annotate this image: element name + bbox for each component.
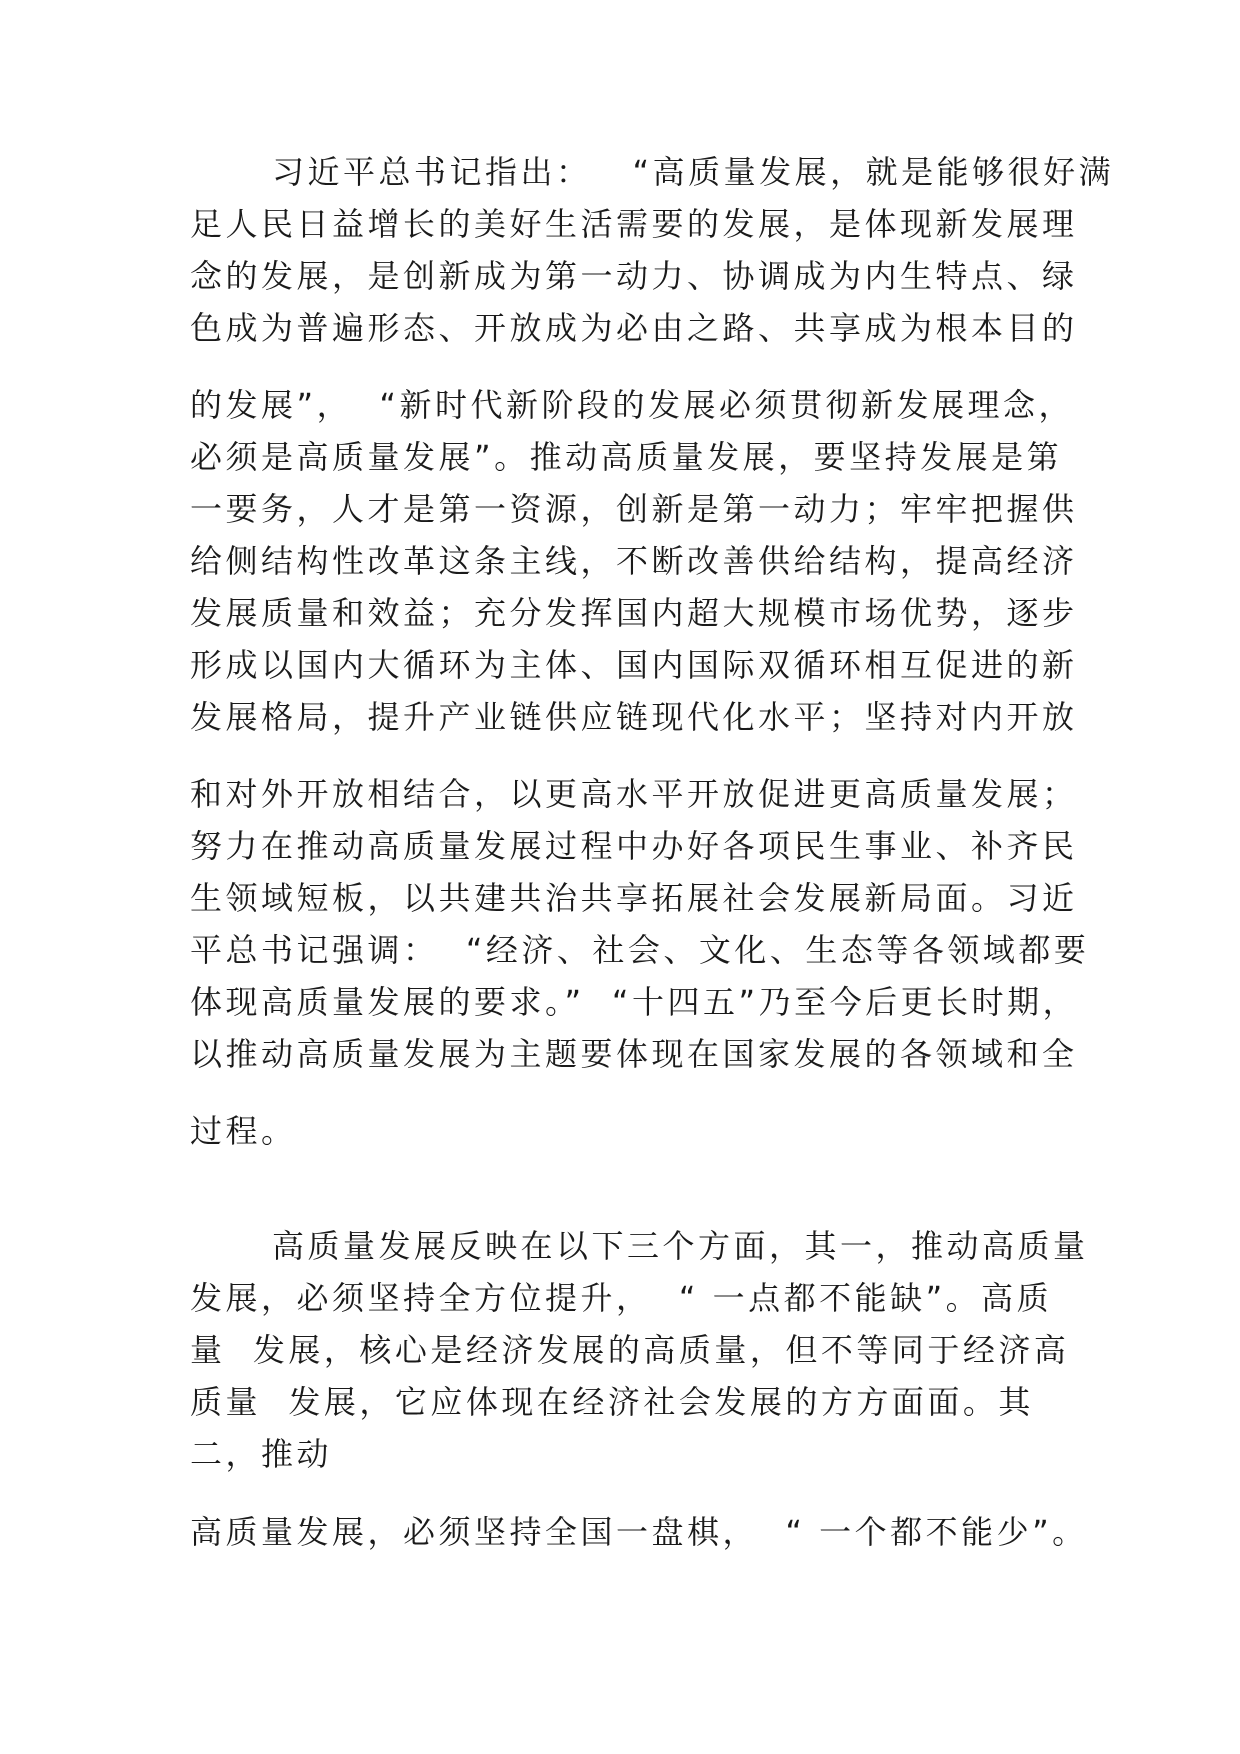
p1-line-10: 形成以国内大循环为主体、国内国际双循环相互促进的新 xyxy=(190,646,1078,684)
p3-line-1: 高质量发展，必须坚持全国一盘棋， “ 一个都不能少”。 xyxy=(190,1513,1088,1551)
p1-line-13: 努力在推动高质量发展过程中办好各项民生事业、补齐民 xyxy=(190,827,1078,865)
p2-line-1: 高质量发展反映在以下三个方面，其一，推动高质量 xyxy=(190,1227,1089,1265)
p2-line-5: 二，推动 xyxy=(190,1435,333,1473)
p1-line-9: 发展质量和效益；充分发挥国内超大规模市场优势，逐步 xyxy=(190,594,1078,632)
p1-line-16: 体现高质量发展的要求。” “十四五”乃至今后更长时期， xyxy=(190,983,1079,1021)
p2-line-2: 发展，必须坚持全方位提升， “ 一点都不能缺”。高质 xyxy=(190,1279,1053,1317)
p1-line-4: 色成为普遍形态、开放成为必由之路、共享成为根本目的 xyxy=(190,309,1078,347)
p1-line-1: 习近平总书记指出： “高质量发展，就是能够很好满 xyxy=(190,153,1115,191)
p1-line-14: 生领域短板，以共建共治共享拓展社会发展新局面。习近 xyxy=(190,879,1078,917)
p1-line-15: 平总书记强调： “经济、社会、文化、生态等各领域都要 xyxy=(190,931,1090,969)
p1-line-2: 足人民日益增长的美好生活需要的发展，是体现新发展理 xyxy=(190,205,1078,243)
p1-line-12: 和对外开放相结合，以更高水平开放促进更高质量发展； xyxy=(190,775,1078,813)
p1-line-17: 以推动高质量发展为主题要体现在国家发展的各领域和全 xyxy=(190,1035,1078,1073)
p2-line-3: 量 发展，核心是经济发展的高质量，但不等同于经济高 xyxy=(190,1331,1070,1369)
p1-line-8: 给侧结构性改革这条主线，不断改善供给结构，提高经济 xyxy=(190,542,1078,580)
p2-line-4: 质量 发展，它应体现在经济社会发展的方方面面。其 xyxy=(190,1383,1034,1421)
p1-line-3: 念的发展，是创新成为第一动力、协调成为内生特点、绿 xyxy=(190,257,1078,295)
p1-line-7: 一要务，人才是第一资源，创新是第一动力；牢牢把握供 xyxy=(190,490,1078,528)
p1-line-5: 的发展”， “新时代新阶段的发展必须贯彻新发展理念， xyxy=(190,386,1075,424)
p1-line-18: 过程。 xyxy=(190,1112,297,1150)
p1-line-11: 发展格局，提升产业链供应链现代化水平；坚持对内开放 xyxy=(190,698,1078,736)
p1-line-6: 必须是高质量发展”。推动高质量发展，要坚持发展是第 xyxy=(190,438,1063,476)
